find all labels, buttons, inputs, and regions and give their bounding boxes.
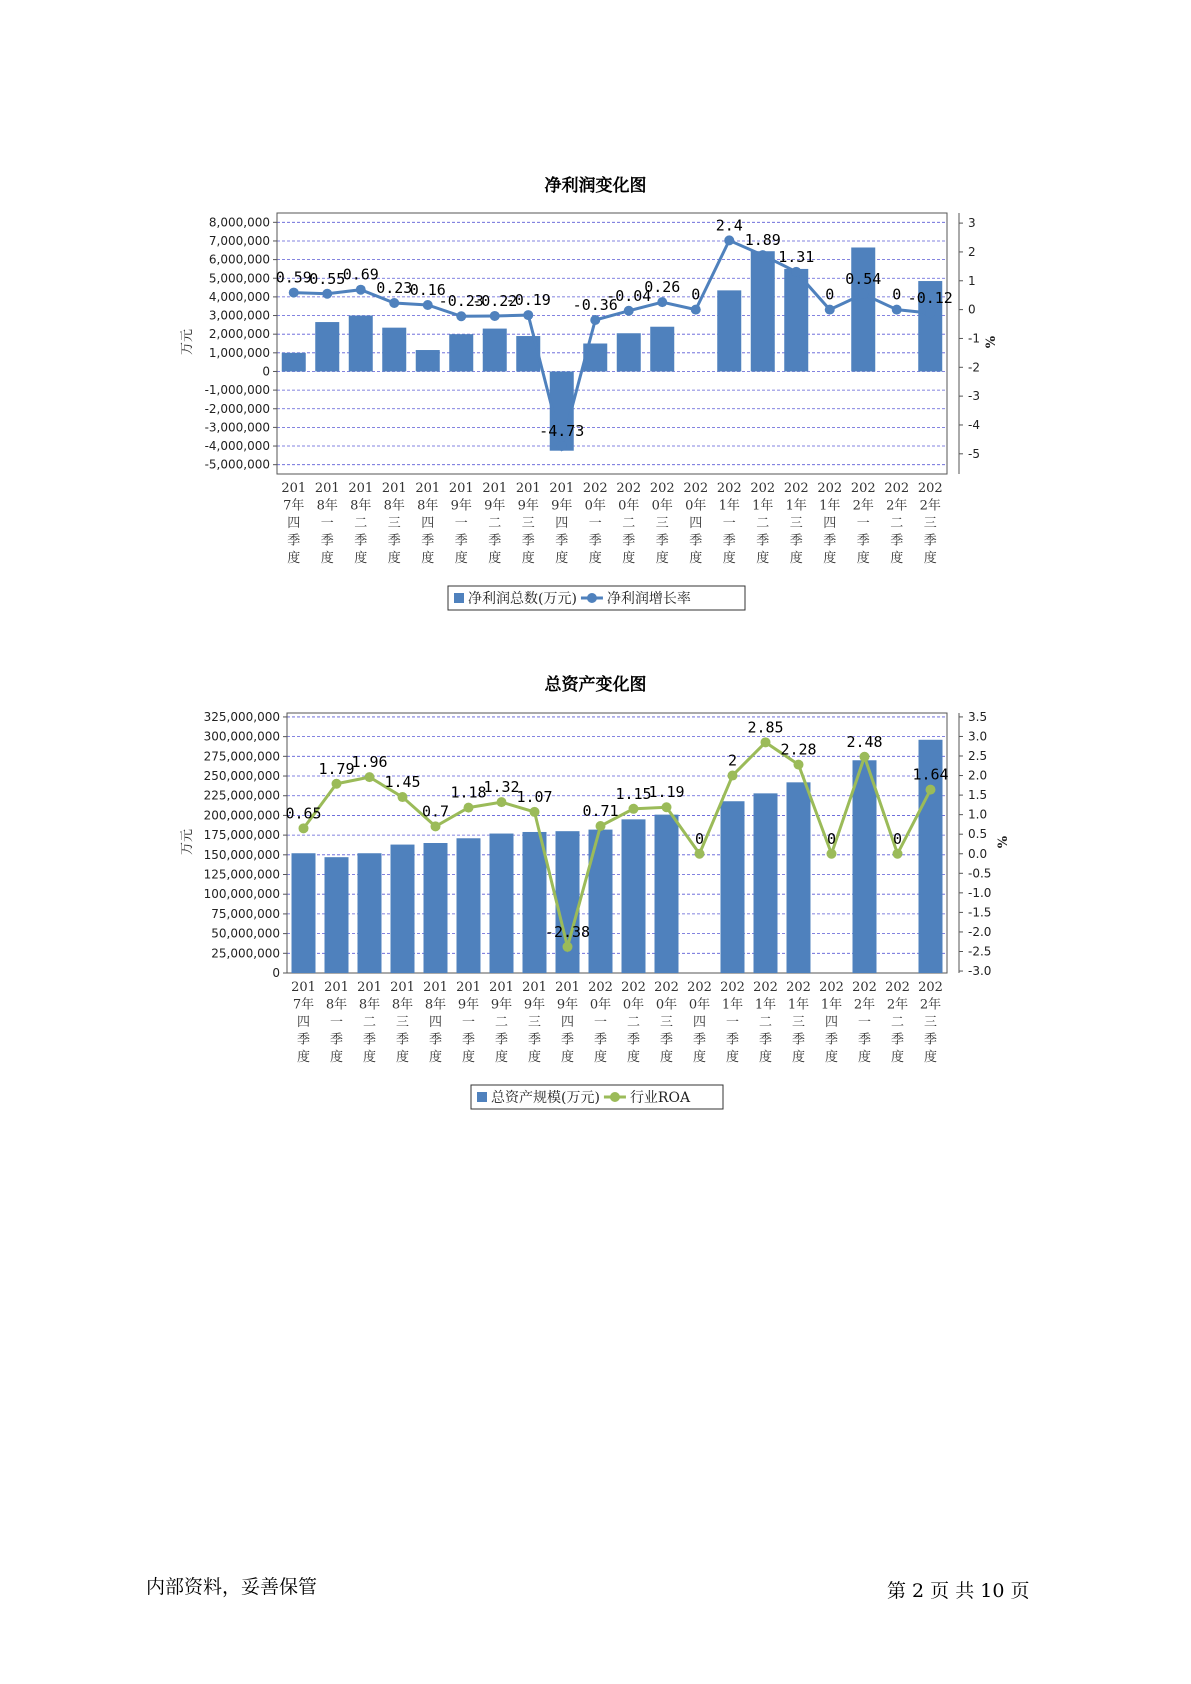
y2-tick-label: 3.5 [968,709,988,724]
line-point [926,785,936,795]
x-tick-label: 201 8年一季度 [324,980,349,1065]
line-point [365,772,375,782]
y-tick-label: 175,000,000 [203,828,280,843]
x-tick-label: 201 8年二季度 [348,481,374,566]
data-label: 2.85 [747,718,784,737]
data-label: -0.23 [438,292,484,311]
line-point [761,737,771,747]
y2-tick-label: -3 [968,389,980,404]
x-tick-label: 202 2年二季度 [885,980,910,1065]
y2-tick-label: 3 [968,216,976,231]
line-point [530,807,540,817]
y-tick-label: 275,000,000 [203,749,280,764]
y2-tick-label: -0.5 [968,866,992,881]
y-tick-label: 0 [272,966,280,980]
line-point [794,760,804,770]
x-tick-label: 201 8年四季度 [415,481,441,566]
y2-tick-label: -2 [968,360,980,375]
data-label: 0.59 [275,268,312,287]
y-tick-label: 3,000,000 [208,308,270,323]
y-tick-label: 200,000,000 [203,808,280,823]
x-tick-label: 201 7年四季度 [291,980,316,1065]
x-tick-label: 202 1年一季度 [716,481,742,566]
bar [391,845,415,973]
data-label: 1.31 [778,247,815,266]
y-tick-label: -3,000,000 [204,420,270,435]
y-tick-label: 300,000,000 [203,729,280,744]
line-point [629,804,639,814]
data-label: 0 [691,285,701,304]
y-tick-label: 150,000,000 [203,847,280,862]
y2-tick-label: 1.5 [968,788,988,803]
line-point [827,849,837,859]
x-tick-label: 201 9年一季度 [456,980,481,1065]
y2-tick-label: 0.0 [968,846,988,861]
y2-tick-label: 0.5 [968,827,988,842]
data-label: -4.73 [539,422,585,441]
y2-tick-label: 1 [968,273,976,288]
data-label: 1.96 [351,753,388,772]
y-tick-label: 6,000,000 [208,252,270,267]
y2-axis-title: % [984,335,999,349]
y-tick-label: 325,000,000 [203,709,280,724]
y-tick-label: 2,000,000 [208,327,270,342]
data-label: 1.64 [912,765,949,784]
y-tick-label: 250,000,000 [203,769,280,784]
x-tick-label: 202 1年四季度 [819,980,844,1065]
line-point [332,779,342,789]
bar [424,843,448,973]
data-label: 0 [694,829,705,848]
y-tick-label: 125,000,000 [203,867,280,882]
bar [721,801,745,973]
data-label: 1.79 [318,759,355,778]
y-tick-label: -2,000,000 [204,401,270,416]
y-tick-label: -4,000,000 [204,439,270,454]
x-tick-label: 201 8年一季度 [314,481,340,566]
x-tick-label: 202 1年二季度 [753,980,778,1065]
x-tick-label: 202 0年三季度 [654,980,679,1065]
line-point [464,803,474,813]
line-point [398,792,408,802]
bar [358,853,382,973]
data-label: 1.19 [648,783,685,802]
data-label: 2.28 [780,740,817,759]
y-tick-label: 225,000,000 [203,788,280,803]
line-point [695,849,705,859]
legend-bar-label: 总资产规模(万元) [491,1090,600,1106]
data-label: 2 [727,751,738,770]
bar [853,760,877,973]
bar [457,838,481,973]
y2-tick-label: -2.0 [968,924,992,939]
bar [754,793,778,973]
data-label: 2.48 [846,732,883,751]
y-tick-label: 25,000,000 [211,946,280,961]
data-label: 0.26 [644,278,681,297]
data-label: -0.19 [505,291,551,310]
line-point [860,752,870,762]
bar [787,782,811,973]
data-label: 0.65 [285,804,322,823]
y-tick-label: 4,000,000 [208,289,270,304]
y2-tick-label: 3.0 [968,729,988,744]
x-tick-label: 202 1年三季度 [786,980,811,1065]
y2-tick-label: 1.0 [968,807,988,822]
y2-tick-label: -1.0 [968,885,992,900]
legend-bar-label: 净利润总数(万元) [468,591,577,607]
bar [490,834,514,973]
y2-tick-label: -1 [968,331,980,346]
x-tick-label: 202 0年二季度 [621,980,646,1065]
x-tick-label: 201 8年二季度 [357,980,382,1065]
x-tick-label: 202 0年一季度 [588,980,613,1065]
x-tick-label: 202 0年四季度 [683,481,709,566]
footer-confidential-note: 内部资料，妥善保管 [146,1576,318,1598]
data-label: 0 [825,285,835,304]
data-label: 0.55 [309,269,346,288]
y2-tick-label: -2.5 [968,944,992,959]
line-point [431,821,441,831]
data-label: 0 [892,829,903,848]
x-tick-label: 201 9年一季度 [448,481,474,566]
x-tick-label: 202 2年三季度 [918,980,943,1065]
chart-title: 净利润变化图 [544,176,647,196]
data-label: 0.69 [342,265,379,284]
y-axis-title: 万元 [180,328,195,356]
y-tick-label: 0 [262,364,270,379]
y2-tick-label: 2.0 [968,768,988,783]
bar [325,857,349,973]
bar [292,853,316,973]
data-label: 0.7 [421,802,450,821]
x-tick-label: 201 9年二季度 [482,481,508,566]
x-tick-label: 202 2年二季度 [884,481,910,566]
data-label: 1.18 [450,783,487,802]
y-tick-label: 50,000,000 [211,926,280,941]
x-tick-label: 201 9年二季度 [489,980,514,1065]
bar [622,819,646,973]
data-label: 0 [892,285,902,304]
data-label: 1.45 [384,773,421,792]
x-tick-label: 202 0年二季度 [616,481,642,566]
line-point [728,771,738,781]
line-point [596,821,606,831]
x-tick-label: 202 0年四季度 [687,980,712,1065]
y-tick-label: 100,000,000 [203,887,280,902]
x-tick-label: 201 9年三季度 [515,481,541,566]
y-tick-label: 1,000,000 [208,345,270,360]
x-tick-label: 202 2年一季度 [852,980,877,1065]
data-label: -0.04 [606,286,652,305]
data-label: 0.54 [845,270,882,289]
data-label: 0.23 [376,278,413,297]
y2-tick-label: -4 [968,417,980,432]
x-tick-label: 202 1年四季度 [817,481,843,566]
y2-tick-label: -5 [968,446,980,461]
y2-tick-label: -3.0 [968,964,992,979]
data-label: -2.38 [544,922,591,941]
line-point [662,802,672,812]
x-tick-label: 202 0年三季度 [649,481,675,566]
x-tick-label: 202 1年三季度 [783,481,809,566]
y-tick-label: -1,000,000 [204,383,270,398]
data-label: -0.36 [572,295,618,314]
data-label: 1.15 [615,784,652,803]
data-label: 1.32 [483,778,520,797]
y-tick-label: 5,000,000 [208,271,270,286]
x-tick-label: 202 1年一季度 [720,980,745,1065]
data-label: -0.12 [907,289,953,308]
x-tick-label: 201 7年四季度 [281,481,307,566]
chart-title: 总资产变化图 [544,675,647,695]
y2-tick-label: 0 [968,302,976,317]
x-tick-label: 202 0年一季度 [582,481,608,566]
y-tick-label: 8,000,000 [208,215,270,230]
data-label: 2.4 [715,216,743,235]
y-tick-label: 75,000,000 [211,906,280,921]
legend-bar-swatch [477,1092,487,1102]
y-axis-title: 万元 [180,828,195,856]
line-point [893,849,903,859]
bar [655,815,679,973]
legend-line-label: 净利润增长率 [606,591,691,607]
data-label: 0.16 [409,280,446,299]
bar [523,832,547,973]
x-tick-label: 202 1年二季度 [750,481,776,566]
x-tick-label: 201 8年三季度 [390,980,415,1065]
x-tick-label: 202 2年三季度 [917,481,943,566]
legend-line-marker [610,1092,620,1102]
line-point [497,797,507,807]
x-tick-label: 201 8年四季度 [423,980,448,1065]
y-tick-label: 7,000,000 [208,233,270,248]
y-tick-label: -5,000,000 [204,457,270,472]
y2-tick-label: 2 [968,244,976,259]
line-point [563,942,573,952]
x-tick-label: 201 8年三季度 [381,481,407,566]
footer-page-number: 第 2 页 共 10 页 [887,1580,1030,1602]
data-label: 1.07 [516,787,553,806]
line-point [299,823,309,833]
data-label: -0.22 [472,291,518,310]
x-tick-label: 201 9年四季度 [555,980,580,1065]
data-label: 0.71 [582,801,619,820]
x-tick-label: 202 2年一季度 [850,481,876,566]
y2-tick-label: 2.5 [968,749,988,764]
legend-line-label: 行业ROA [629,1090,691,1106]
y2-axis-title: % [996,835,1011,849]
data-label: 0 [826,829,837,848]
y2-tick-label: -1.5 [968,905,992,920]
data-label: 1.89 [744,231,781,250]
x-tick-label: 201 9年四季度 [549,481,575,566]
x-tick-label: 201 9年三季度 [522,980,547,1065]
